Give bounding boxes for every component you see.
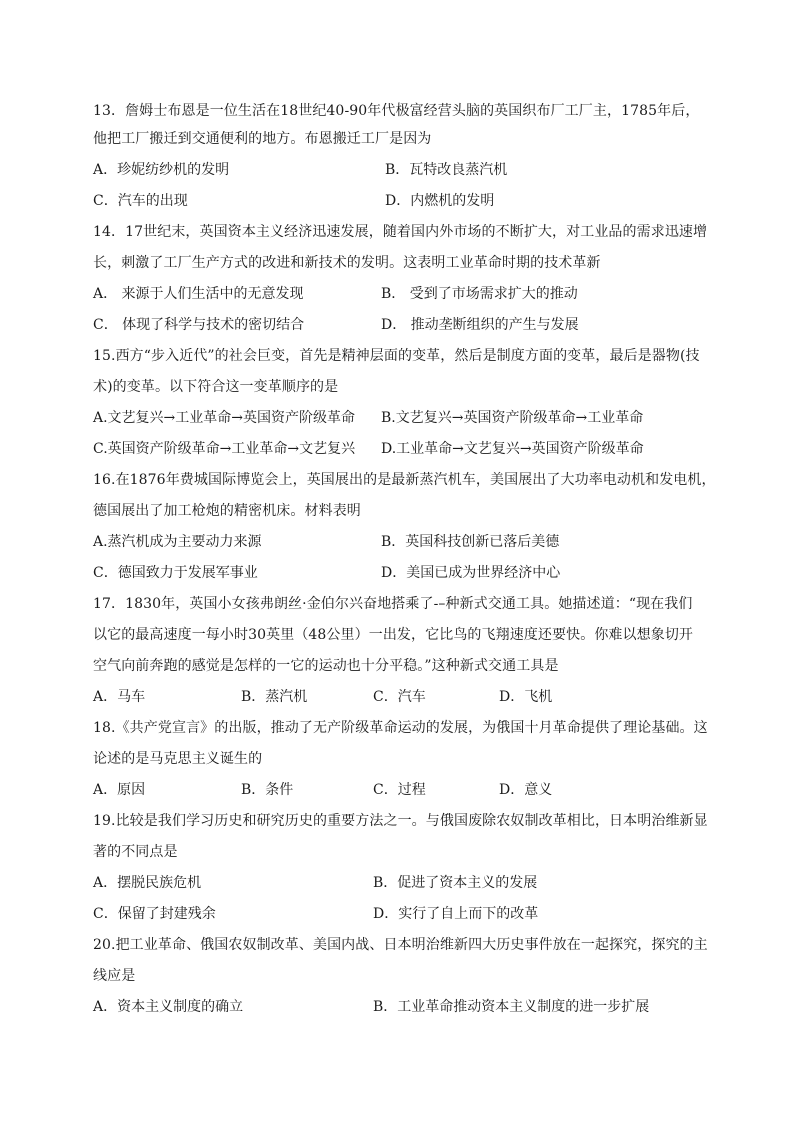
question-stem-line: 他把工厂搬迁到交通便利的地方。布恩搬迁工厂是因为: [93, 131, 432, 147]
option-c: C.英国资产阶级革命→工业革命→文艺复兴: [93, 441, 356, 457]
question-stem-line: 长，刺激了工厂生产方式的改进和新技术的发明。这表明工业革命时期的技术革新: [93, 255, 601, 271]
option-c: C．保留了封建残余: [93, 906, 216, 922]
option-row: [93, 279, 713, 310]
question-stem-line: 17．1830年，英国小女孩弗朗丝·金伯尔兴奋地搭乘了-–种新式交通工具。她描述道：“现在我们: [93, 596, 693, 612]
question-13: [93, 96, 713, 217]
option-row: [93, 527, 713, 558]
option-a: A．珍妮纺纱机的发明: [93, 162, 230, 178]
question-18: [93, 713, 713, 806]
option-d: D．内燃机的发明: [385, 193, 495, 209]
option-c: C． 体现了科学与技术的密切结合: [93, 317, 305, 333]
option-a: A． 来源于人们生活中的无意发现: [93, 286, 304, 302]
question-stem-line: 空气向前奔跑的感觉是怎样的一它的运动也十分平稳。”这种新式交通工具是: [93, 658, 559, 674]
question-stem-line: 线应是: [93, 968, 136, 984]
question-17: [93, 589, 713, 713]
option-b: B．工业革命推动资本主义制度的进一步扩展: [373, 999, 650, 1015]
option-c: C．德国致力于发展军事业: [93, 565, 258, 581]
question-20: [93, 930, 713, 1023]
option-row: [93, 403, 713, 434]
option-b: B．瓦特改良蒸汽机: [385, 162, 508, 178]
option-row: [93, 186, 713, 217]
option-b: B．蒸汽机: [241, 689, 308, 705]
option-row: [93, 899, 713, 930]
option-a: A．马车: [93, 689, 146, 705]
question-16: [93, 465, 716, 589]
option-b: B.文艺复兴→英国资产阶级革命→工业革命: [381, 410, 644, 426]
question-stem-line: 20.把工业革命、俄国农奴制改革、美国内战、日本明治维新四大历史事件放在一起探究，探究的主: [93, 937, 708, 953]
question-19: [93, 806, 713, 930]
question-stem-line: 以它的最高速度一每小时30英里（48公里）一出发，它比鸟的飞翔速度还要快。你难以想象切开: [93, 627, 694, 643]
option-row: [93, 682, 713, 713]
option-a: A．原因: [93, 782, 146, 798]
option-row: [93, 992, 713, 1023]
option-d: D．意义: [499, 782, 553, 798]
question-stem-line: 15.西方“步入近代”的社会巨变，首先是精神层面的变革，然后是制度方面的变革，最后是器物(技: [93, 348, 700, 364]
question-stem-line: 16.在1876年费城国际博览会上，英国展出的是最新蒸汽机车，美国展出了大功率电动机和发电机，: [93, 472, 716, 488]
option-d: D．实行了自上而下的改革: [373, 906, 539, 922]
option-c: C．汽车的出现: [93, 193, 188, 209]
question-stem-line: 德国展出了加工枪炮的精密机床。材料表明: [93, 503, 361, 519]
option-c: C．过程: [373, 782, 426, 798]
question-stem-line: 术)的变革。以下符合这一变革顺序的是: [93, 379, 339, 395]
option-d: D．美国已成为世界经济中心: [381, 565, 561, 581]
option-a: A.蒸汽机成为主要动力来源: [93, 534, 262, 550]
option-row: [93, 155, 713, 186]
question-15: [93, 341, 713, 465]
option-d: D． 推动垄断组织的产生与发展: [381, 317, 579, 333]
option-a: A．资本主义制度的确立: [93, 999, 244, 1015]
question-stem-line: 19.比较是我们学习历史和研究历史的重要方法之一。与俄国废除农奴制改革相比，日本明治维新显: [93, 813, 708, 829]
question-stem-line: 14．17世纪末，英国资本主义经济迅速发展，随着国内外市场的不断扩大，对工业品的需求迅速增: [93, 224, 708, 240]
option-b: B． 受到了市场需求扩大的推动: [381, 286, 578, 302]
option-row: [93, 868, 713, 899]
option-d: D．飞机: [499, 689, 553, 705]
question-sheet: [93, 96, 716, 1023]
question-stem-line: 18.《共产党宣言》的出版，推动了无产阶级革命运动的发展，为俄国十月革命提供了理论基础。这: [93, 720, 708, 736]
option-b: B．条件: [241, 782, 294, 798]
question-stem-line: 论述的是马克思主义诞生的: [93, 751, 263, 767]
option-a: A.文艺复兴→工业革命→英国资产阶级革命: [93, 410, 356, 426]
question-stem-line: 13．詹姆士布恩是一位生活在18世纪40-90年代极富经营头脑的英国织布厂工厂主，1785年后，: [93, 103, 700, 119]
option-row: [93, 775, 713, 806]
option-row: [93, 310, 713, 341]
option-a: A．摆脱民族危机: [93, 875, 202, 891]
option-row: [93, 434, 713, 465]
option-c: C．汽车: [373, 689, 426, 705]
option-d: D.工业革命→文艺复兴→英国资产阶级革命: [381, 441, 644, 457]
question-stem-line: 著的不同点是: [93, 844, 178, 860]
question-14: [93, 217, 713, 341]
option-b: B．促进了资本主义的发展: [373, 875, 538, 891]
option-row: [93, 558, 713, 589]
option-b: B．英国科技创新已落后美德: [381, 534, 560, 550]
